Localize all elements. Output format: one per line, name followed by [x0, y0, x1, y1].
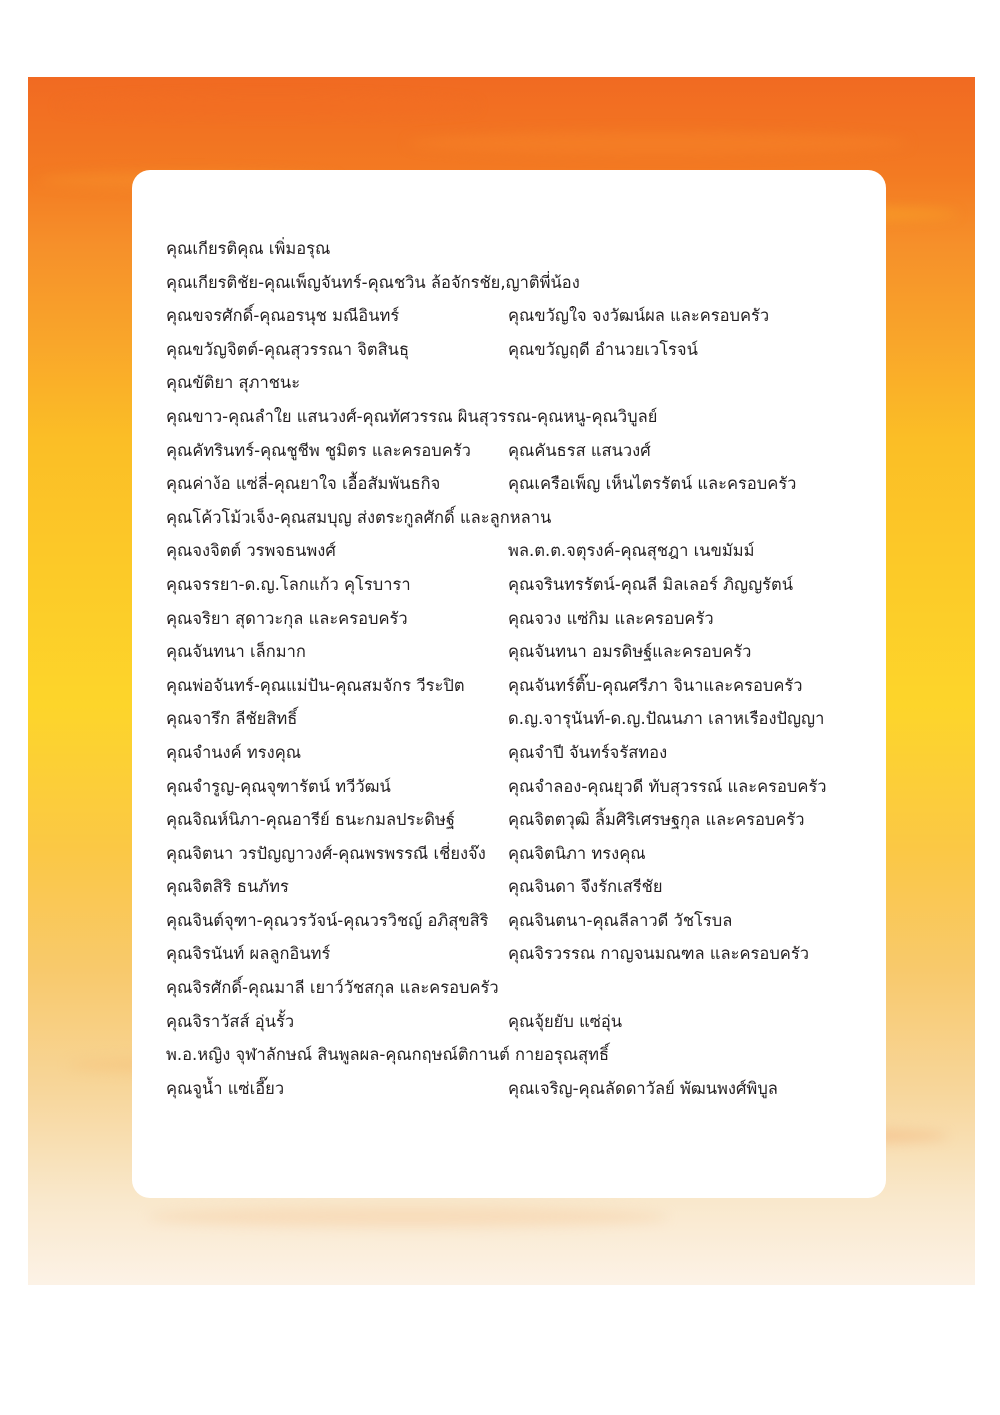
name-row	[166, 534, 866, 568]
name-row	[166, 937, 866, 971]
name-entry-left: คุณขจรศักดิ์-คุณอรนุช มณีอินทร์	[166, 306, 400, 326]
name-entry-left: คุณจินต์จุฑา-คุณวรวัจน์-คุณวรวิชญ์ อภิสุขสิริ	[166, 910, 489, 930]
name-row	[166, 837, 866, 871]
name-entry-right: พล.ต.ต.จตุรงค์-คุณสุชฎา เนขมัมม์	[508, 541, 755, 561]
name-row	[166, 232, 866, 266]
name-entry-left: คุณคัทรินทร์-คุณชูชีพ ชูมิตร และครอบครัว	[166, 440, 471, 460]
name-entry-right: คุณจิตตวุฒิ ลิ้มศิริเศรษฐกุล และครอบครัว	[508, 810, 805, 830]
name-row	[166, 266, 866, 300]
name-entry-right: คุณจิรวรรณ กาญจนมณฑล และครอบครัว	[508, 944, 809, 964]
name-row	[166, 1005, 866, 1039]
name-entry-right: คุณจันทร์ติ๊บ-คุณศรีภา จินาและครอบครัว	[508, 675, 803, 695]
name-entry-left: คุณจิรนันท์ ผลลูกอินทร์	[166, 944, 331, 964]
name-entry-left: คุณค่าง้อ แซ่ลี่-คุณยาใจ เอื้อสัมพันธกิจ	[166, 474, 441, 494]
name-row	[166, 736, 866, 770]
name-entry-left: คุณจิรศักดิ์-คุณมาลี เยาว์วัชสกุล และครอบครัว	[166, 978, 499, 998]
name-row	[166, 971, 866, 1005]
name-entry-right: คุณจินตนา-คุณลีลาวดี วัชโรบล	[508, 910, 733, 930]
name-entry-right: คุณจรินทรรัตน์-คุณลี มิลเลอร์ ภิญญรัตน์	[508, 574, 794, 594]
name-entry-left: คุณเกียรติคุณ เพิ่มอรุณ	[166, 239, 331, 258]
name-list-card	[132, 170, 886, 1198]
name-row	[166, 333, 866, 367]
name-entry-right: คุณจินดา จึงรักเสรีชัย	[508, 877, 663, 897]
name-entry-left: คุณจิตสิริ ธนภัทร	[166, 877, 289, 897]
name-entry-left: คุณจิราวัสส์ อุ่นรั้ว	[166, 1011, 295, 1031]
name-entry-left: คุณจิณห์นิภา-คุณอารีย์ ธนะกมลประดิษฐ์	[166, 810, 455, 830]
name-row	[166, 904, 866, 938]
cloud-streak	[148, 1207, 668, 1227]
name-entry-right: คุณจุ้ยยับ แซ่อุ่น	[508, 1011, 623, 1031]
name-entry-right: คุณขวัญใจ จงวัฒน์ผล และครอบครัว	[508, 306, 770, 326]
name-entry-right: คุณจวง แซ่กิม และครอบครัว	[508, 608, 714, 628]
name-entry-right: คุณเครือเพ็ญ เห็นไตรรัตน์ และครอบครัว	[508, 474, 797, 494]
cloud-streak	[58, 97, 478, 115]
name-entry-right: คุณขวัญฤดี อำนวยเวโรจน์	[508, 339, 698, 359]
name-entry-right: คุณเจริญ-คุณลัดดาวัลย์ พัฒนพงศ์พิบูล	[508, 1078, 778, 1098]
name-row	[166, 467, 866, 501]
name-row	[166, 1072, 866, 1106]
name-entry-left: คุณจงจิตต์ วรพจธนพงศ์	[166, 541, 336, 561]
name-entry-right: คุณจันทนา อมรดิษฐ์และครอบครัว	[508, 642, 752, 662]
name-entry-left: คุณจรรยา-ด.ญ.โลกแก้ว คุโรบารา	[166, 574, 411, 594]
name-entry-left: คุณขวัญจิตต์-คุณสุวรรณา จิตสินธุ	[166, 339, 410, 359]
name-row	[166, 870, 866, 904]
name-row	[166, 669, 866, 703]
name-row	[166, 702, 866, 736]
name-row	[166, 366, 866, 400]
name-entry-left: คุณจารึก ลีชัยสิทธิ์	[166, 709, 298, 729]
name-entry-left: คุณพ่อจันทร์-คุณแม่ปัน-คุณสมจักร วีระปิต	[166, 675, 465, 695]
name-row	[166, 1038, 866, 1072]
name-entry-right: ด.ญ.จารุนันท์-ด.ญ.ปัณนภา เลาหเรืองปัญญา	[508, 709, 825, 729]
name-entry-left: คุณโค้วโม้วเจ็ง-คุณสมบุญ ส่งตระกูลศักดิ์ และลูกหลาน	[166, 507, 552, 527]
name-entry-left: คุณจริยา สุดาวะกุล และครอบครัว	[166, 608, 408, 628]
name-entry-left: คุณจิตนา วรปัญญาวงศ์-คุณพรพรรณี เชี่ยงจ๊ง	[166, 843, 486, 863]
donor-name-list	[166, 232, 866, 1105]
name-entry-left: พ.อ.หญิง จุฬาลักษณ์ สินพูลผล-คุณกฤษณ์ติกานต์ กายอรุณสุทธิ์	[166, 1045, 610, 1065]
name-entry-right: คุณจำปี จันทร์จรัสทอง	[508, 742, 668, 762]
name-row	[166, 434, 866, 468]
name-entry-right: คุณจำลอง-คุณยุวดี ทับสุวรรณ์ และครอบครัว	[508, 776, 827, 796]
cloud-streak	[408, 132, 908, 154]
name-entry-right: คุณคันธรส แสนวงศ์	[508, 440, 651, 460]
name-entry-left: คุณจูน้ำ แซ่เอี๊ยว	[166, 1078, 285, 1098]
name-entry-left: คุณจำนงค์ ทรงคุณ	[166, 742, 302, 762]
name-row	[166, 400, 866, 434]
name-entry-left: คุณขัติยา สุภาชนะ	[166, 373, 301, 393]
name-entry-left: คุณจำรูญ-คุณจุฑารัตน์ ทวีวัฒน์	[166, 776, 391, 796]
name-entry-right: คุณจิตนิภา ทรงคุณ	[508, 843, 646, 863]
name-entry-left: คุณจันทนา เล็กมาก	[166, 642, 306, 662]
name-row	[166, 635, 866, 669]
name-entry-left: คุณเกียรติชัย-คุณเพ็ญจันทร์-คุณชวิน ล้อจักรชัย,ญาติพี่น้อง	[166, 272, 580, 292]
name-row	[166, 602, 866, 636]
name-entry-left: คุณขาว-คุณลำใย แสนวงศ์-คุณทัศวรรณ ผินสุวรรณ-คุณหนู-คุณวิบูลย์	[166, 406, 658, 426]
name-row	[166, 770, 866, 804]
name-row	[166, 568, 866, 602]
name-row	[166, 803, 866, 837]
name-row	[166, 299, 866, 333]
name-row	[166, 501, 866, 535]
